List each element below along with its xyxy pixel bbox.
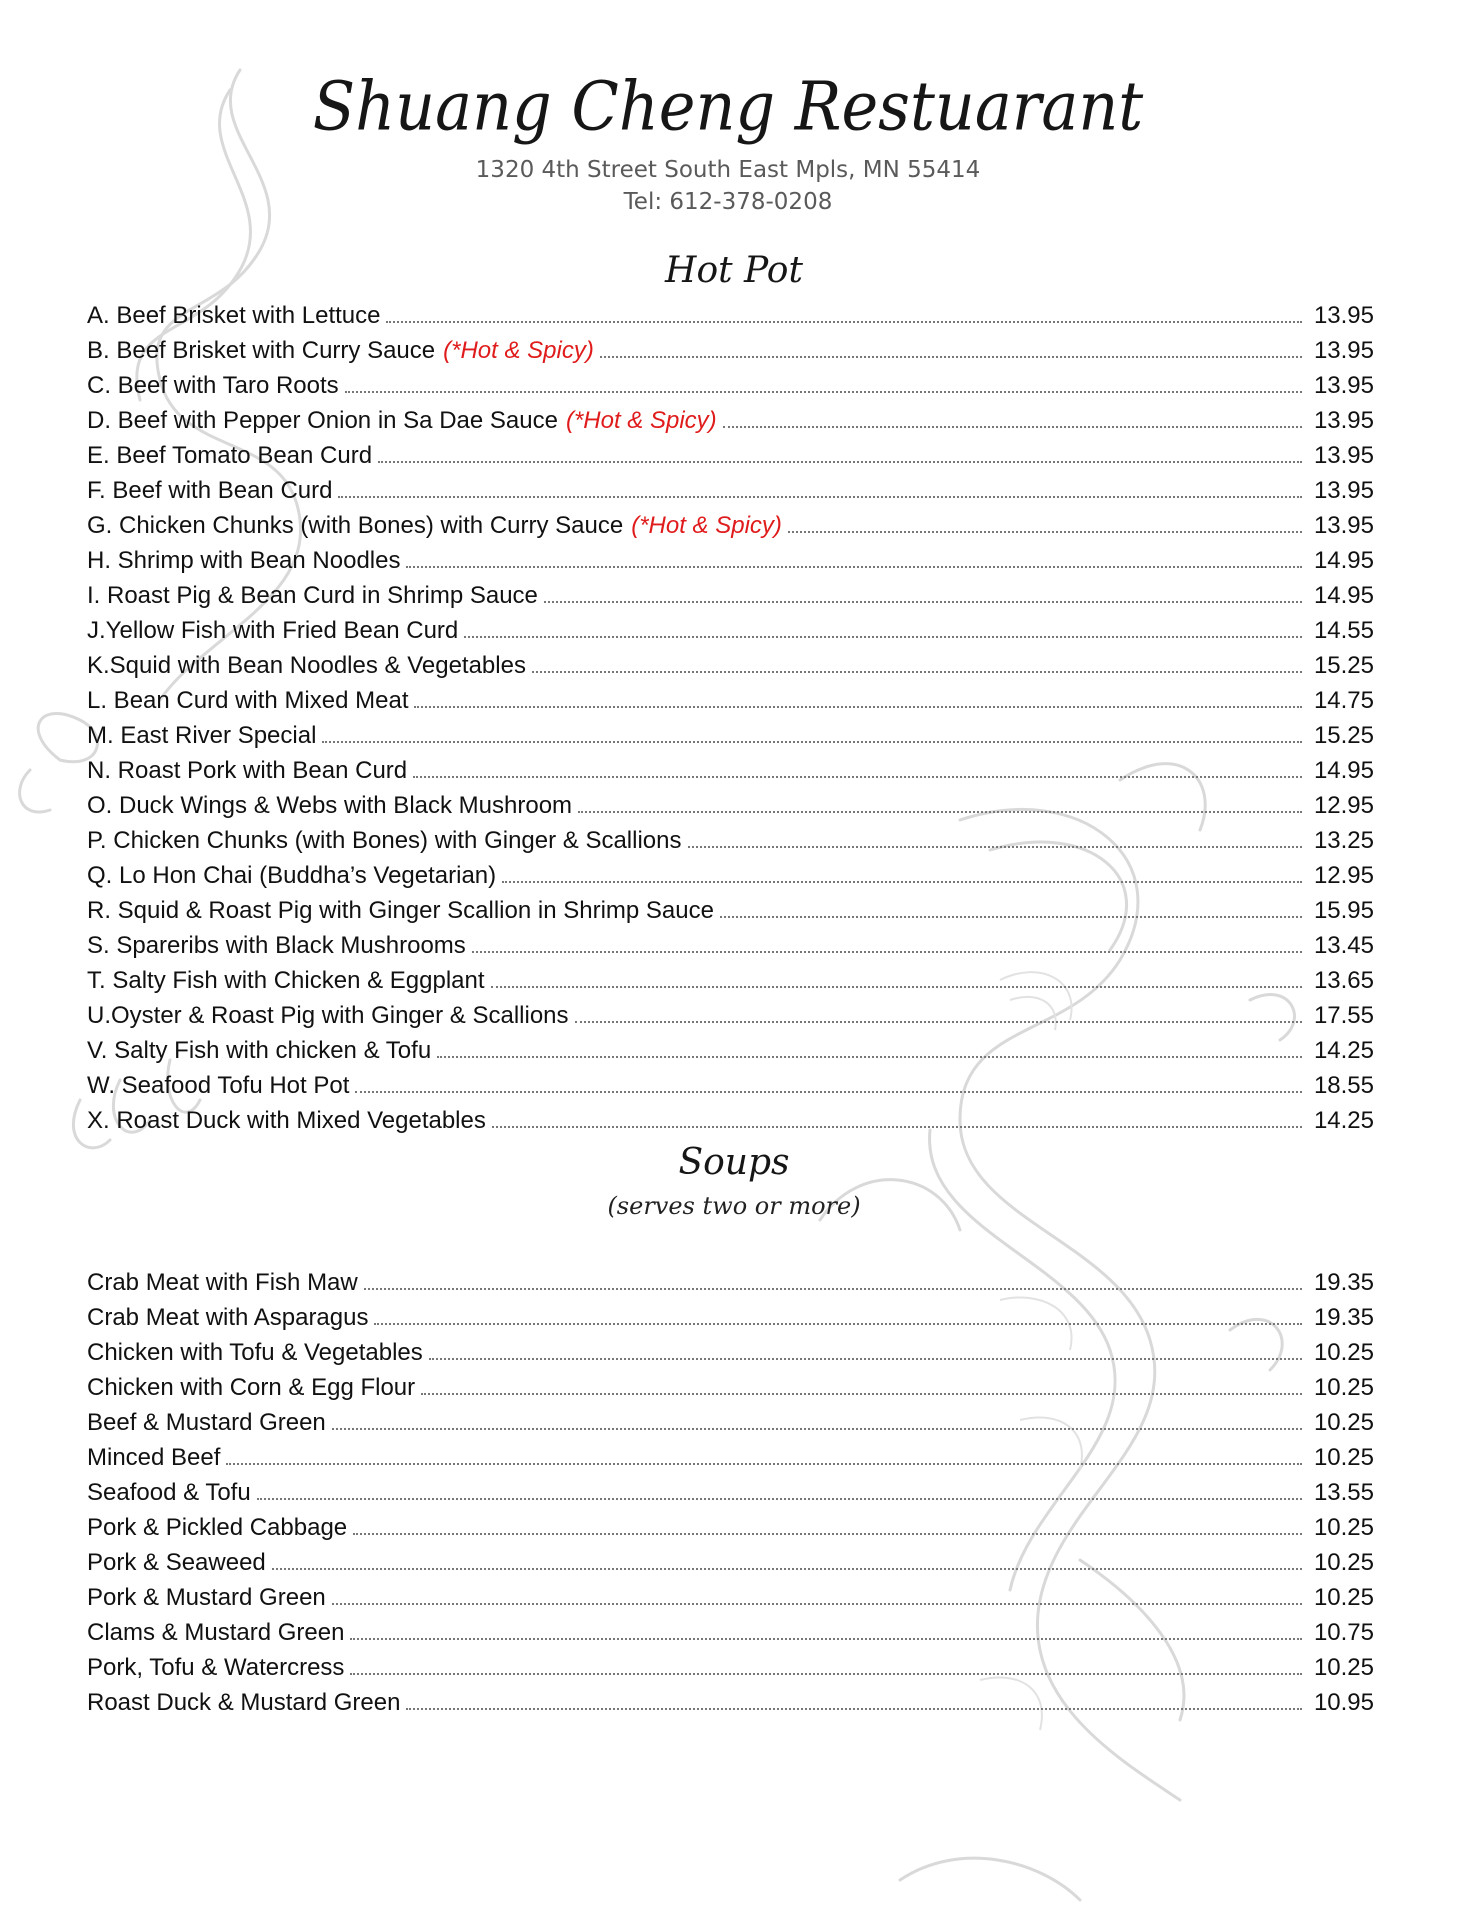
menu-item-price: 10.95	[1313, 1689, 1374, 1716]
menu-item-name: Chicken with Corn & Egg Flour	[87, 1374, 416, 1401]
menu-item	[87, 1580, 1374, 1615]
menu-item	[87, 543, 1374, 578]
menu-item-price: 19.35	[1313, 1304, 1374, 1331]
menu-item-price: 10.75	[1313, 1619, 1374, 1646]
dot-leader	[332, 1427, 1302, 1430]
menu-item-price: 14.95	[1313, 757, 1374, 784]
menu-item-price: 13.95	[1313, 442, 1374, 469]
dot-leader	[374, 1322, 1302, 1325]
soups-subtitle: (serves two or more)	[607, 1192, 861, 1220]
dot-leader	[332, 1602, 1302, 1605]
menu-item	[87, 858, 1374, 893]
spicy-note: (*Hot & Spicy)	[631, 512, 782, 539]
menu-item	[87, 438, 1374, 473]
menu-item	[87, 1370, 1374, 1405]
menu-item-name: F. Beef with Bean Curd	[87, 477, 333, 504]
menu-item-price: 10.25	[1313, 1654, 1374, 1681]
dot-leader	[257, 1497, 1302, 1500]
menu-item	[87, 753, 1374, 788]
menu-item	[87, 1068, 1374, 1103]
dot-leader	[226, 1462, 1302, 1465]
menu-item-name: Pork & Seaweed	[87, 1549, 266, 1576]
menu-item	[87, 1265, 1374, 1300]
menu-item	[87, 333, 1374, 368]
menu-item-price: 14.95	[1313, 547, 1374, 574]
menu-item-price: 14.25	[1313, 1107, 1374, 1134]
dot-leader	[491, 985, 1302, 988]
menu-item	[87, 1103, 1374, 1138]
dot-leader	[788, 530, 1302, 533]
menu-item-price: 10.25	[1313, 1514, 1374, 1541]
dot-leader	[720, 915, 1302, 918]
hot-pot-list	[87, 298, 1374, 1138]
menu-item	[87, 893, 1374, 928]
menu-item-price: 13.95	[1313, 302, 1374, 329]
menu-item	[87, 648, 1374, 683]
menu-item-name: E. Beef Tomato Bean Curd	[87, 442, 373, 469]
menu-item-price: 13.65	[1313, 967, 1374, 994]
dot-leader	[578, 810, 1302, 813]
menu-item-name: J.Yellow Fish with Fried Bean Curd	[87, 617, 459, 644]
dot-leader	[364, 1287, 1302, 1290]
menu-item-name: Pork & Mustard Green	[87, 1584, 326, 1611]
menu-item	[87, 1440, 1374, 1475]
menu-item	[87, 298, 1374, 333]
menu-item	[87, 473, 1374, 508]
menu-item-name: W. Seafood Tofu Hot Pot	[87, 1072, 350, 1099]
dot-leader	[378, 460, 1302, 463]
hot-pot-title: Hot Pot	[665, 250, 803, 291]
menu-item	[87, 823, 1374, 858]
menu-item-name: P. Chicken Chunks (with Bones) with Ginger & Scallions	[87, 827, 682, 854]
menu-item-price: 10.25	[1313, 1339, 1374, 1366]
dot-leader	[600, 355, 1302, 358]
menu-item	[87, 1510, 1374, 1545]
dot-leader	[464, 635, 1302, 638]
dot-leader	[421, 1392, 1302, 1395]
menu-item-name: D. Beef with Pepper Onion in Sa Dae Sauce	[87, 407, 558, 434]
menu-item-price: 10.25	[1313, 1409, 1374, 1436]
menu-item-name: L. Bean Curd with Mixed Meat	[87, 687, 409, 714]
menu-item	[87, 1335, 1374, 1370]
menu-item-name: H. Shrimp with Bean Noodles	[87, 547, 401, 574]
menu-item	[87, 1545, 1374, 1580]
menu-item-price: 13.95	[1313, 407, 1374, 434]
menu-item-price: 13.95	[1313, 337, 1374, 364]
menu-item-name: O. Duck Wings & Webs with Black Mushroom	[87, 792, 573, 819]
dot-leader	[386, 320, 1302, 323]
menu-item-price: 13.95	[1313, 372, 1374, 399]
menu-item-price: 14.75	[1313, 687, 1374, 714]
dot-leader	[429, 1357, 1302, 1360]
menu-item	[87, 963, 1374, 998]
restaurant-name: Shuang Cheng Restuarant	[312, 67, 1144, 146]
dot-leader	[413, 775, 1302, 778]
menu-item-name: U.Oyster & Roast Pig with Ginger & Scallions	[87, 1002, 569, 1029]
menu-item-name: Clams & Mustard Green	[87, 1619, 345, 1646]
dot-leader	[406, 1707, 1302, 1710]
menu-item-name: Minced Beef	[87, 1444, 221, 1471]
dot-leader	[492, 1125, 1302, 1128]
menu-item-price: 15.95	[1313, 897, 1374, 924]
menu-item	[87, 928, 1374, 963]
dot-leader	[322, 740, 1302, 743]
menu-item-price: 10.25	[1313, 1549, 1374, 1576]
menu-item-price: 14.25	[1313, 1037, 1374, 1064]
menu-item	[87, 1300, 1374, 1335]
menu-item-price: 13.95	[1313, 477, 1374, 504]
menu-item-name: Crab Meat with Fish Maw	[87, 1269, 358, 1296]
spicy-note: (*Hot & Spicy)	[565, 407, 717, 434]
menu-item-price: 10.25	[1313, 1444, 1374, 1471]
menu-item-name: I. Roast Pig & Bean Curd in Shrimp Sauce	[87, 582, 538, 609]
spicy-note: (*Hot & Spicy)	[443, 337, 594, 364]
menu-item-price: 15.25	[1313, 652, 1374, 679]
dot-leader	[437, 1055, 1302, 1058]
menu-item-price: 12.95	[1313, 792, 1374, 819]
menu-item-price: 10.25	[1313, 1584, 1374, 1611]
menu-item	[87, 1475, 1374, 1510]
menu-item-name: R. Squid & Roast Pig with Ginger Scallion in Shrimp Sauce	[87, 897, 714, 924]
menu-item-name: Q. Lo Hon Chai (Buddha’s Vegetarian)	[87, 862, 497, 889]
menu-item-price: 12.95	[1313, 862, 1374, 889]
menu-item	[87, 718, 1374, 753]
restaurant-phone: Tel: 612-378-0208	[623, 189, 833, 215]
menu-item-price: 13.55	[1313, 1479, 1374, 1506]
dot-leader	[575, 1020, 1302, 1023]
dot-leader	[272, 1567, 1302, 1570]
menu-item-price: 15.25	[1313, 722, 1374, 749]
menu-item-name: Crab Meat with Asparagus	[87, 1304, 369, 1331]
dot-leader	[723, 425, 1302, 428]
menu-item-name: C. Beef with Taro Roots	[87, 372, 339, 399]
menu-item-name: N. Roast Pork with Bean Curd	[87, 757, 408, 784]
restaurant-header	[0, 67, 1484, 215]
menu-item-price: 13.45	[1313, 932, 1374, 959]
menu-item	[87, 683, 1374, 718]
menu-item	[87, 1615, 1374, 1650]
dot-leader	[350, 1672, 1302, 1675]
menu-item-name: S. Spareribs with Black Mushrooms	[87, 932, 466, 959]
menu-item-name: Seafood & Tofu	[87, 1479, 251, 1506]
menu-item-name: Beef & Mustard Green	[87, 1409, 326, 1436]
menu-item	[87, 613, 1374, 648]
dot-leader	[355, 1090, 1302, 1093]
menu-item-name: B. Beef Brisket with Curry Sauce	[87, 337, 436, 364]
menu-item-name: Pork & Pickled Cabbage	[87, 1514, 348, 1541]
dot-leader	[414, 705, 1302, 708]
dot-leader	[544, 600, 1302, 603]
menu-item-name: Pork, Tofu & Watercress	[87, 1654, 345, 1681]
dot-leader	[406, 565, 1302, 568]
menu-item	[87, 1650, 1374, 1685]
menu-item-name: G. Chicken Chunks (with Bones) with Curry Sauce	[87, 512, 624, 539]
menu-item-name: Chicken with Tofu & Vegetables	[87, 1339, 423, 1366]
menu-item-name: M. East River Special	[87, 722, 317, 749]
menu-item-price: 13.95	[1313, 512, 1374, 539]
menu-item-price: 19.35	[1313, 1269, 1374, 1296]
menu-item-price: 17.55	[1313, 1002, 1374, 1029]
menu-item-name: X. Roast Duck with Mixed Vegetables	[87, 1107, 486, 1134]
dot-leader	[338, 495, 1302, 498]
soups-list	[87, 1265, 1374, 1720]
menu-item	[87, 1405, 1374, 1440]
dot-leader	[502, 880, 1302, 883]
menu-item	[87, 578, 1374, 613]
dot-leader	[532, 670, 1302, 673]
menu-item	[87, 1033, 1374, 1068]
restaurant-address: 1320 4th Street South East Mpls, MN 55414	[475, 157, 981, 183]
menu-item-price: 10.25	[1313, 1374, 1374, 1401]
menu-item-name: Roast Duck & Mustard Green	[87, 1689, 401, 1716]
menu-item-name: A. Beef Brisket with Lettuce	[87, 302, 381, 329]
menu-item-price: 13.25	[1313, 827, 1374, 854]
menu-item	[87, 1685, 1374, 1720]
menu-item	[87, 508, 1374, 543]
menu-item-name: V. Salty Fish with chicken & Tofu	[87, 1037, 432, 1064]
dot-leader	[350, 1637, 1302, 1640]
menu-item-name: K.Squid with Bean Noodles & Vegetables	[87, 652, 526, 679]
menu-item	[87, 368, 1374, 403]
soups-title: Soups	[678, 1142, 790, 1183]
menu-item	[87, 403, 1374, 438]
menu-item-price: 14.55	[1313, 617, 1374, 644]
dot-leader	[472, 950, 1302, 953]
menu-item	[87, 998, 1374, 1033]
menu-item-price: 14.95	[1313, 582, 1374, 609]
dot-leader	[345, 390, 1302, 393]
menu-item-name: T. Salty Fish with Chicken & Eggplant	[87, 967, 485, 994]
menu-item	[87, 788, 1374, 823]
dot-leader	[688, 845, 1303, 848]
dot-leader	[353, 1532, 1302, 1535]
menu-item-price: 18.55	[1313, 1072, 1374, 1099]
